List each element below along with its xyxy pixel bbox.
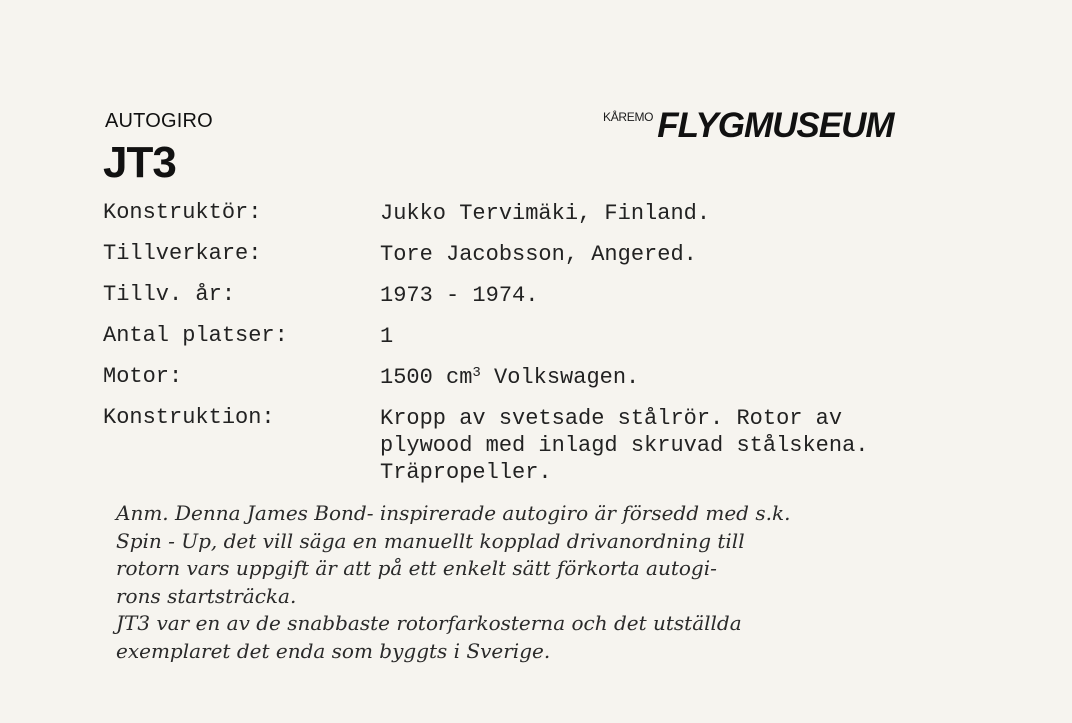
spec-value (380, 364, 1003, 391)
spec-row-tillverkare (103, 241, 1003, 282)
spec-row-konstruktion (103, 405, 1003, 486)
spec-row-tillv-ar (103, 282, 1003, 323)
note-line: Spin - Up, det vill säga en manuellt kopplad drivanordning till (116, 528, 745, 553)
motor-volume-exponent: 3 (472, 365, 481, 381)
note-line: rotorn vars uppgift är att på ett enkelt sätt förkorta autogi- (116, 556, 717, 580)
spec-row-konstruktor (103, 200, 1003, 241)
spec-row-motor (103, 364, 1003, 405)
motor-volume: 1500 cm (380, 365, 473, 390)
note-line: Anm. Denna James Bond- inspirerade autogiro är försedd med s.k. (116, 501, 791, 525)
spec-row-antal-platser (103, 323, 1003, 364)
spec-value: Tore Jacobsson, Angered. (380, 242, 697, 267)
note-line: exemplaret det enda som byggts i Sverige. (116, 638, 551, 663)
spec-value: Jukko Tervimäki, Finland. (380, 201, 711, 226)
spec-label: Tillv. år: (103, 282, 236, 307)
note-line: rons startsträcka. (116, 583, 297, 608)
spec-value-line: Träpropeller. (380, 460, 552, 485)
museum-logo-prefix: KÅREMO (603, 110, 654, 124)
aircraft-category: AUTOGIRO (105, 110, 213, 132)
spec-value-line: Kropp av svetsade stålrör. Rotor av (380, 406, 843, 431)
spec-value: 1973 - 1974. (380, 283, 539, 308)
spec-label: Motor: (103, 364, 183, 389)
spec-value: 1 (380, 324, 394, 349)
spec-value (380, 405, 1003, 486)
note-line: JT3 var en av de snabbaste rotorfarkosterna och det utställda (116, 611, 742, 635)
spec-label: Antal platser: (103, 323, 288, 348)
spec-table (103, 200, 1003, 486)
museum-logo-name: FLYGMUSEUM (657, 106, 894, 145)
spec-label: Konstruktion: (103, 405, 275, 430)
handwritten-note (116, 500, 996, 665)
museum-logo (603, 106, 894, 146)
aircraft-model-title: JT3 (103, 138, 176, 187)
spec-label: Konstruktör: (103, 200, 262, 225)
spec-label: Tillverkare: (103, 241, 262, 266)
motor-make: Volkswagen. (480, 365, 640, 390)
spec-value-line: plywood med inlagd skruvad stålskena. (380, 433, 869, 458)
